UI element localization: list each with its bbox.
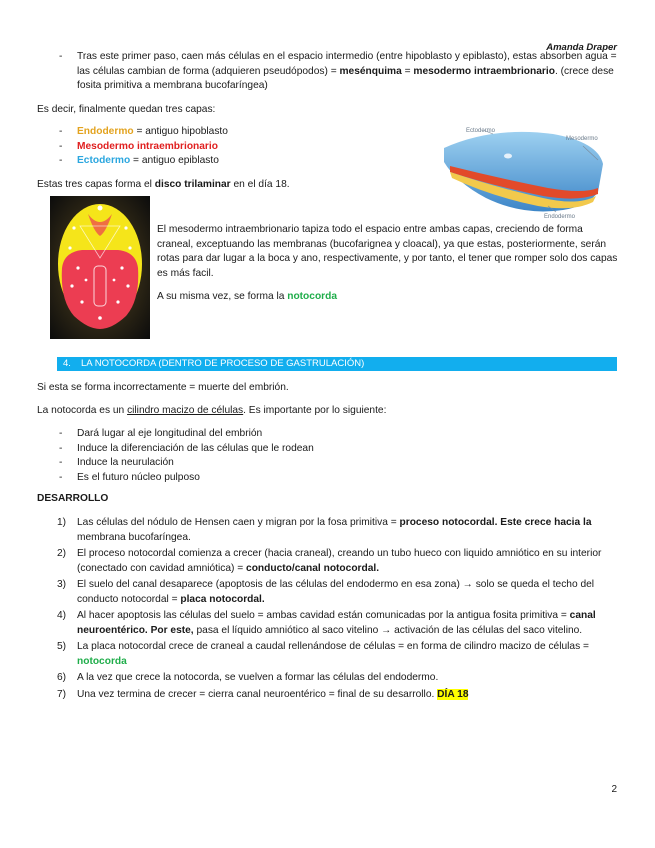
layers-list (37, 125, 437, 169)
label-endodermo: Endodermo (544, 214, 576, 220)
step-text: El proceso notocordal comienza a crecer (hacia craneal), creando un tubo hueco con liquido amniótico en su interior (conectado con cavidad amniótica) = (77, 548, 602, 574)
notocorda-term: notocorda (77, 655, 127, 667)
label-mesodermo: Mesodermo (566, 136, 598, 142)
step-bold: conducto/canal notocordal. (246, 562, 380, 574)
step-bold: canal neuroentérico. (77, 610, 596, 636)
step-bold: Este crece hacia la (500, 517, 592, 528)
step-number: 5) (57, 641, 67, 652)
layer-ectodermo (37, 154, 437, 169)
trilaminar-text-end: en el día 18. (230, 179, 290, 190)
desarrollo-steps (0, 516, 637, 702)
step-item (0, 671, 637, 686)
importance-item: - Induce la diferenciación de las células que le rodean (37, 442, 537, 457)
intro-text: Tras este primer paso, caen más células en el espacio intermedio (entre hipoblasto y epiblasto), estas absorben agua = las células cambian de forma (adquieren pseudópodos) = (77, 51, 617, 77)
importance-item: - Es el futuro núcleo pulposo (37, 471, 537, 486)
step-item (0, 609, 637, 638)
trilaminar-sentence (37, 178, 290, 193)
mesodermo-term: mesodermo intraembrionario (413, 65, 555, 77)
step-number: 7) (57, 688, 67, 700)
section-number: 4. (63, 358, 71, 369)
definition-text-end: . Es importante por lo siguiente: (243, 405, 387, 416)
trilaminar-text: Estas tres capas forma el (37, 179, 155, 190)
layer-mesodermo (37, 140, 437, 155)
intro-bullet (37, 50, 622, 94)
intro-text-end: . (crece dese fosita primitiva a membrana bucofaríngea) (77, 65, 614, 91)
step-number: 6) (57, 672, 67, 683)
primitive-node-shape (504, 154, 512, 159)
step-text: El suelo del canal desaparece (apoptosis de las células del endodermo en esa zona) → solo se queda el techo del conducto notocordal = (77, 579, 595, 605)
importance-item: - Induce la neurulación (37, 456, 537, 471)
step-bold: placa notocordal. (180, 593, 265, 605)
label-ectodermo: Ectodermo (466, 128, 496, 134)
step-item (0, 578, 637, 607)
step-text: membrana bucofaríngea. (77, 531, 191, 543)
intro-equals: = (401, 65, 414, 77)
step-number: 3) (57, 579, 67, 590)
section-heading-bar (57, 357, 617, 371)
mesenquima-term: mesénquima (339, 65, 402, 77)
noto-forms-text: A su misma vez, se forma la (157, 291, 288, 302)
wrong-formation-sentence: Si esta se forma incorrectamente = muerte del embrión. (37, 382, 289, 393)
desarrollo-title: DESARROLLO (37, 493, 109, 504)
layer-endodermo (37, 125, 437, 140)
trilaminar-disc-diagram (438, 122, 618, 220)
importance-item: - Dará lugar al eje longitudinal del embrión (37, 427, 537, 442)
mesodermo-paragraph: El mesodermo intraembrionario tapiza todo el espacio entre ambas capas, creciendo de forma craneal, exceptuando las membranas (bucofarignea y cloacal), ya que estas, posteriormente, serán rotas para dar lugar a la boca y ano, respectivamente, y por tanto, el tener que romper solo dos capas es más facil. (157, 224, 618, 279)
disco-trilaminar-term: disco trilaminar (154, 179, 231, 190)
cilindro-term: cilindro macizo de células (127, 405, 244, 416)
mesodermo-intra-term: Mesodermo intraembrionario (77, 140, 218, 152)
endodermo-desc: = antiguo hipoblasto (133, 126, 228, 137)
importance-list (37, 427, 537, 485)
notocorda-forms-sentence (157, 290, 337, 305)
section-title: LA NOTOCORDA (DENTRO DE PROCESO DE GASTRULACIÓN) (81, 358, 365, 369)
embryo-model-photo (50, 196, 150, 339)
step-text: Una vez termina de crecer = cierra canal neuroentérico = final de su desarrollo. (77, 688, 438, 700)
ectodermo-desc: = antiguo epiblasto (130, 155, 219, 166)
author-name: Amanda Draper (546, 42, 617, 53)
three-layers-intro: Es decir, finalmente quedan tres capas: (37, 104, 216, 115)
step-bold: proceso notocordal. (399, 517, 498, 528)
dia-18-highlight: DÍA 18 (437, 688, 469, 700)
page-number: 2 (611, 784, 617, 795)
step-text: Al hacer apoptosis las células del suelo = ambas cavidad están comunicadas por la antigua fosita primitiva = (77, 610, 570, 621)
intro-list (37, 50, 622, 94)
embryo-model-illustration (50, 196, 150, 339)
definition-sentence (37, 404, 386, 419)
step-number: 2) (57, 548, 67, 559)
step-item (0, 516, 637, 545)
step-number: 1) (57, 517, 67, 528)
step-text: A la vez que crece la notocorda, se vuelven a formar las células del endodermo. (77, 672, 439, 683)
step-text: Las células del nódulo de Hensen caen y migran por la fosa primitiva = (77, 517, 400, 528)
step-item (0, 640, 637, 669)
definition-text: La notocorda es un (37, 405, 128, 416)
endodermo-term: Endodermo (77, 126, 134, 137)
step-text: pasa el líquido amniótico al saco vitelino → activación de las células del saco vitelino. (193, 624, 583, 636)
ectodermo-term: Ectodermo (77, 155, 131, 166)
step-item (0, 547, 637, 576)
step-text: La placa notocordal crece de craneal a caudal rellenándose de células = en forma de cilindro macizo de células = (77, 641, 589, 652)
step-item (0, 688, 637, 703)
step-bold: Por este, (150, 624, 194, 636)
step-number: 4) (57, 610, 67, 621)
notocorda-term: notocorda (287, 291, 338, 302)
